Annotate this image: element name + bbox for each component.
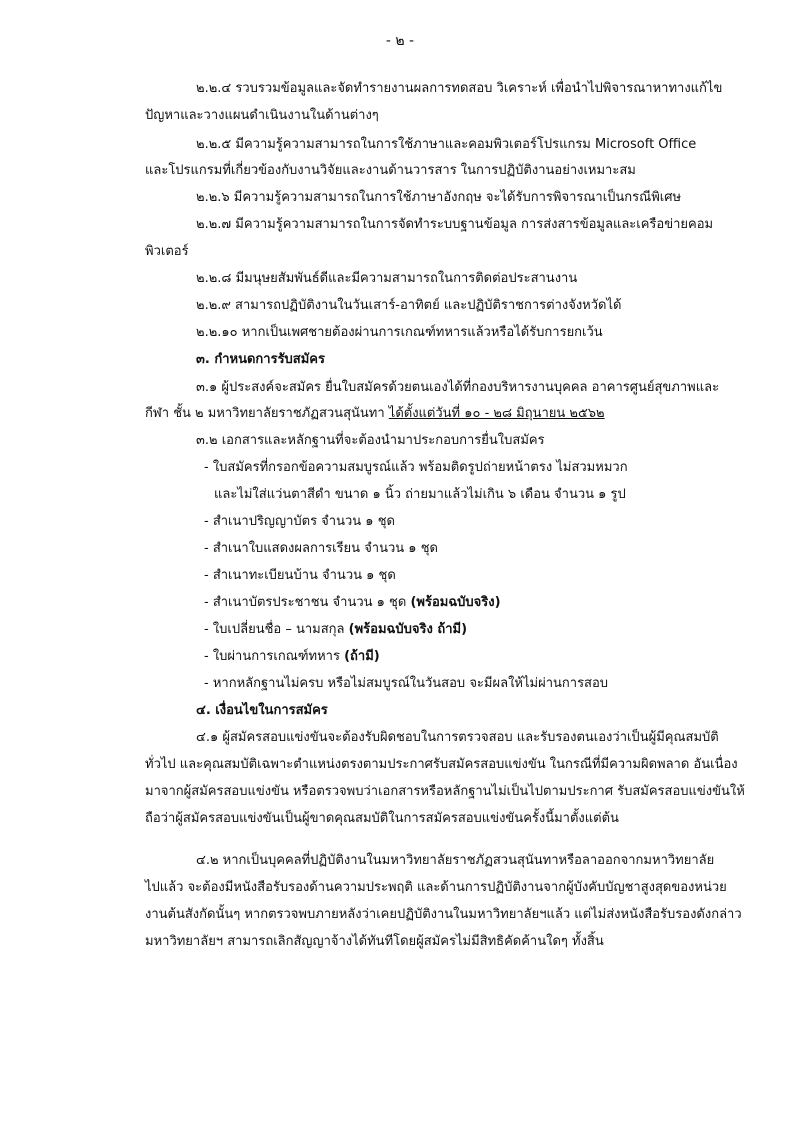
item-2-2-7-line1: ๒.๒.๗ มีความรู้ความสามารถในการจัดทำระบบฐานข้อมูล การส่งสารข้อมูลและเครือข่ายคอม: [196, 217, 714, 232]
item-2-2-7-line2: พิวเตอร์: [145, 244, 189, 259]
doc-name-change-text: - ใบเปลี่ยนชื่อ – นามสกุล: [204, 622, 349, 637]
application-period: ได้ตั้งแต่วันที่ ๑๐ - ๒๘ มิถุนายน ๒๕๖๒: [388, 406, 605, 421]
item-4-1-line2: ทั่วไป และคุณสมบัติเฉพาะตำแหน่งตรงตามประกาศรับสมัครสอบแข่งขัน ในกรณีที่มีความผิดพลาด อันเนื่อง: [145, 757, 738, 772]
doc-degree-copy: - สำเนาปริญญาบัตร จำนวน ๑ ชุด: [204, 514, 395, 529]
item-2-2-9: ๒.๒.๙ สามารถปฏิบัติงานในวันเสาร์-อาทิตย์ และปฏิบัติราชการต่างจังหวัดได้: [196, 298, 622, 313]
item-2-2-6: ๒.๒.๖ มีความรู้ความสามารถในการใช้ภาษาอังกฤษ จะได้รับการพิจารณาเป็นกรณีพิเศษ: [196, 190, 682, 205]
item-3-1-line2: [145, 405, 605, 423]
doc-military-service-note: (ถ้ามี): [344, 649, 380, 664]
item-4-1-line1: ๔.๑ ผู้สมัครสอบแข่งขันจะต้องรับผิดชอบในการตรวจสอบ และรับรองตนเองว่าเป็นผู้มีคุณสมบัติ: [196, 730, 719, 745]
doc-incomplete-warning: - หากหลักฐานไม่ครบ หรือไม่สมบูรณ์ในวันสอบ จะมีผลให้ไม่ผ่านการสอบ: [204, 676, 609, 691]
item-4-1-line4: ถือว่าผู้สมัครสอบแข่งขันเป็นผู้ขาดคุณสมบัติในการสมัครสอบแข่งขันครั้งนี้มาตั้งแต่ต้น: [145, 811, 619, 826]
page-number: - ๒ -: [385, 33, 415, 49]
item-4-2-line4: มหาวิทยาลัยฯ สามารถเลิกสัญญาจ้างได้ทันทีโดยผู้สมัครไม่มีสิทธิคัดค้านใดๆ ทั้งสิ้น: [145, 934, 604, 949]
doc-transcript-copy: - สำเนาใบแสดงผลการเรียน จำนวน ๑ ชุด: [204, 541, 438, 556]
item-2-2-8: ๒.๒.๘ มีมนุษยสัมพันธ์ดีและมีความสามารถในการติดต่อประสานงาน: [196, 271, 578, 286]
heading-section-3: ๓. กำหนดการรับสมัคร: [196, 352, 325, 367]
item-2-2-10: ๒.๒.๑๐ หากเป็นเพศชายต้องผ่านการเกณฑ์ทหารแล้วหรือได้รับการยกเว้น: [196, 325, 603, 340]
doc-application-form-line2: และไม่ใส่แว่นตาสีดำ ขนาด ๑ นิ้ว ถ่ายมาแล้วไม่เกิน ๖ เดือน จำนวน ๑ รูป: [214, 487, 626, 502]
item-2-2-4-line1: ๒.๒.๔ รวบรวมข้อมูลและจัดทำรายงานผลการทดสอบ วิเคราะห์ เพื่อนำไปพิจารณาหาทางแก้ไข: [196, 81, 723, 96]
item-4-2-line3: งานต้นสังกัดนั้นๆ หากตรวจพบภายหลังว่าเคยปฏิบัติงานในมหาวิทยาลัยฯแล้ว แต่ไม่ส่งหนังสือรับรองดังกล่าว: [145, 907, 742, 922]
doc-name-change: [204, 621, 467, 639]
doc-military-service: [204, 648, 380, 666]
item-3-1-text: กีฬา ชั้น ๒ มหาวิทยาลัยราชภัฏสวนสุนันทา: [145, 406, 389, 421]
item-2-2-5-line2: และโปรแกรมที่เกี่ยวข้องกับงานวิจัยและงานด้านวารสาร ในการปฏิบัติงานอย่างเหมาะสม: [145, 163, 636, 178]
doc-id-card-text: - สำเนาบัตรประชาชน จำนวน ๑ ชุด: [204, 595, 411, 610]
item-3-2: ๓.๒ เอกสารและหลักฐานที่จะต้องนำมาประกอบการยื่นใบสมัคร: [196, 433, 545, 448]
item-4-2-line2: ไปแล้ว จะต้องมีหนังสือรับรองด้านความประพฤติ และด้านการปฏิบัติงานจากผู้บังคับบัญชาสูงสุดของหน่วย: [145, 880, 727, 895]
item-2-2-4-line2: ปัญหาและวางแผนดำเนินงานในด้านต่างๆ: [145, 108, 379, 123]
doc-military-service-text: - ใบผ่านการเกณฑ์ทหาร: [204, 649, 345, 664]
doc-house-registration-copy: - สำเนาทะเบียนบ้าน จำนวน ๑ ชุด: [204, 568, 396, 583]
item-2-2-5-line1: ๒.๒.๕ มีความรู้ความสามารถในการใช้ภาษาและคอมพิวเตอร์โปรแกรม Microsoft Office: [196, 137, 697, 152]
item-4-2-line1: ๔.๒ หากเป็นบุคคลที่ปฏิบัติงานในมหาวิทยาลัยราชภัฏสวนสุนันทาหรือลาออกจากมหาวิทยาลัย: [196, 853, 715, 868]
doc-name-change-note: (พร้อมฉบับจริง ถ้ามี): [348, 622, 468, 637]
doc-application-form-line1: - ใบสมัครที่กรอกข้อความสมบูรณ์แล้ว พร้อมติดรูปถ่ายหน้าตรง ไม่สวมหมวก: [204, 460, 628, 475]
doc-id-card-copy: [204, 594, 501, 612]
item-4-1-line3: มาจากผู้สมัครสอบแข่งขัน หรือตรวจพบว่าเอกสารหรือหลักฐานไม่เป็นไปตามประกาศ รับสมัครสอบแข่งขันให้: [145, 784, 745, 799]
item-3-1-line1: ๓.๑ ผู้ประสงค์จะสมัคร ยื่นใบสมัครด้วยตนเองได้ที่กองบริหารงานบุคคล อาคารศูนย์สุขภาพและ: [196, 380, 720, 395]
doc-id-card-note: (พร้อมฉบับจริง): [410, 595, 501, 610]
heading-section-4: ๔. เงื่อนไขในการสมัคร: [196, 703, 328, 718]
